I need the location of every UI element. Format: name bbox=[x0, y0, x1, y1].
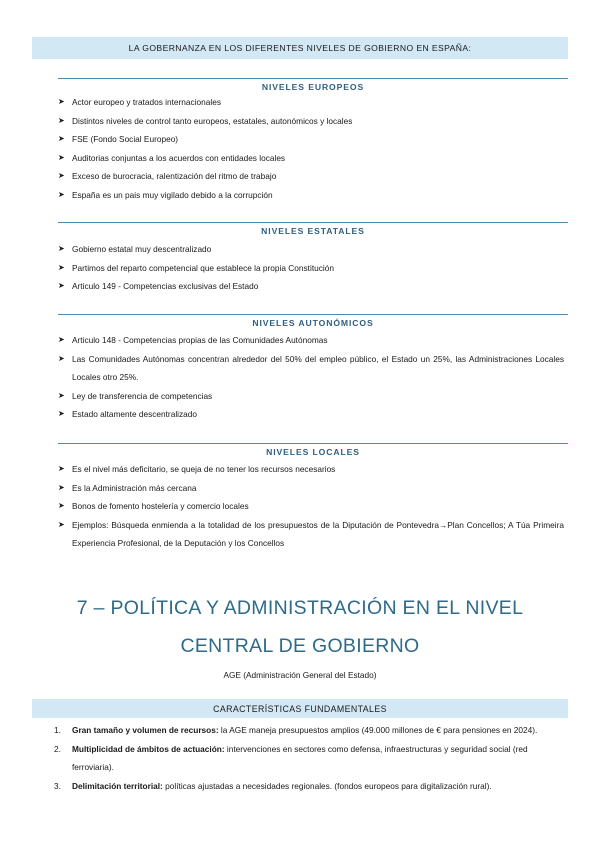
arrowhead-bullet-icon: ➤ bbox=[58, 409, 65, 419]
list-item: ➤ España es un pais muy vigilado debido a la corrupción bbox=[58, 186, 564, 205]
list-item: ➤ Distintos niveles de control tanto europeos, estatales, autonómicos y locales bbox=[58, 112, 564, 131]
list-item bbox=[54, 721, 566, 740]
arrowhead-bullet-icon: ➤ bbox=[58, 464, 65, 473]
section-heading-autonomicos: NIVELES AUTONÓMICOS bbox=[58, 314, 568, 328]
caracteristicas-banner bbox=[32, 699, 568, 718]
item-term: Gran tamaño y volumen de recursos: bbox=[72, 725, 219, 735]
chapter-title-line-2: CENTRAL DE GOBIERNO bbox=[180, 635, 420, 657]
list-item: ➤ Estado altamente descentralizado bbox=[58, 405, 564, 424]
list-item: ➤ Partimos del reparto competencial que establece la propia Constitución bbox=[58, 259, 564, 278]
list-item: ➤ Articulo 148 - Competencias propias de las Comunidades Autónomas bbox=[58, 331, 564, 350]
arrowhead-bullet-icon: ➤ bbox=[58, 134, 65, 144]
arrowhead-bullet-icon: ➤ bbox=[58, 244, 65, 253]
section-heading-locales: NIVELES LOCALES bbox=[58, 443, 568, 457]
arrowhead-bullet-icon: ➤ bbox=[58, 519, 65, 529]
item-term: Delimitación territorial: bbox=[72, 780, 163, 791]
arrowhead-bullet-icon: ➤ bbox=[58, 390, 65, 400]
arrowhead-bullet-icon: ➤ bbox=[58, 171, 65, 181]
item-term: Multiplicidad de ámbitos de actuación: bbox=[72, 743, 225, 754]
chapter-title-line-1: 7 – POLÍTICA Y ADMINISTRACIÓN EN EL NIVEL bbox=[76, 597, 524, 619]
list-estatales bbox=[58, 240, 564, 296]
section-heading-estatales: NIVELES ESTATALES bbox=[58, 222, 568, 236]
arrowhead-bullet-icon: ➤ bbox=[58, 115, 65, 125]
item-number: 2. bbox=[54, 743, 61, 754]
list-item bbox=[54, 777, 566, 796]
list-item: ➤ Ley de transferencia de competencias bbox=[58, 387, 564, 406]
list-item: ➤ FSE (Fondo Social Europeo) bbox=[58, 130, 564, 149]
governance-banner bbox=[32, 37, 568, 59]
item-text: políticas ajustadas a necesidades regionales. (fondos europeos para digitalización rural). bbox=[162, 780, 492, 791]
list-item: ➤ Ejemplos: Búsqueda enmienda a la totalidad de los presupuestos de la Diputación de Pontevedra→Plan Concellos; A Túa Primeira Experiencia Profesional, de la Deputación y los Concellos bbox=[58, 516, 564, 553]
list-item bbox=[54, 740, 566, 777]
list-item: ➤ Auditorias conjuntas a los acuerdos con entidades locales bbox=[58, 149, 564, 168]
arrowhead-bullet-icon: ➤ bbox=[58, 281, 65, 291]
item-number: 1. bbox=[54, 725, 61, 735]
list-item: ➤ Las Comunidades Autónomas concentran alrededor del 50% del empleo público, el Estado un 25%, las Administraciones Locales Locales otro 25%. bbox=[58, 350, 564, 387]
list-autonomicos bbox=[58, 331, 564, 424]
list-item: ➤ Bonos de fomento hostelería y comercio locales bbox=[58, 497, 564, 516]
arrowhead-bullet-icon: ➤ bbox=[58, 152, 65, 162]
caracteristicas-banner-text: CARACTERÍSTICAS FUNDAMENTALES bbox=[213, 703, 387, 714]
list-item: ➤ Gobierno estatal muy descentralizado bbox=[58, 240, 564, 259]
section-heading-europeos: NIVELES EUROPEOS bbox=[58, 78, 568, 92]
list-item: ➤ Es la Administración más cercana bbox=[58, 479, 564, 498]
arrowhead-bullet-icon: ➤ bbox=[58, 353, 65, 363]
item-text: la AGE maneja presupuestos amplios (49.000 millones de € para pensiones en 2024). bbox=[218, 725, 538, 735]
arrowhead-bullet-icon: ➤ bbox=[58, 97, 65, 106]
item-number: 3. bbox=[54, 780, 61, 791]
arrowhead-bullet-icon: ➤ bbox=[58, 262, 65, 272]
arrowhead-bullet-icon: ➤ bbox=[58, 482, 65, 492]
list-item: ➤ Exceso de burocracia, ralentización del ritmo de trabajo bbox=[58, 167, 564, 186]
chapter-subtitle: AGE (Administración General del Estado) bbox=[223, 670, 377, 680]
arrowhead-bullet-icon: ➤ bbox=[58, 335, 65, 344]
list-europeos bbox=[58, 93, 564, 205]
item-text: intervenciones en sectores como defensa, infraestructuras y seguridad social (red ferroviaria). bbox=[72, 743, 528, 773]
caracteristicas-list bbox=[54, 721, 566, 795]
list-locales bbox=[58, 460, 564, 553]
list-item: ➤ Es el nivel más deficitario, se queja de no tener los recursos necesarios bbox=[58, 460, 564, 479]
list-item: ➤ Actor europeo y tratados internacionales bbox=[58, 93, 564, 112]
list-item: ➤ Articulo 149 - Competencias exclusivas del Estado bbox=[58, 277, 564, 296]
arrowhead-bullet-icon: ➤ bbox=[58, 501, 65, 511]
arrowhead-bullet-icon: ➤ bbox=[58, 189, 65, 199]
governance-banner-text: LA GOBERNANZA EN LOS DIFERENTES NIVELES DE GOBIERNO EN ESPAÑA: bbox=[128, 43, 472, 53]
